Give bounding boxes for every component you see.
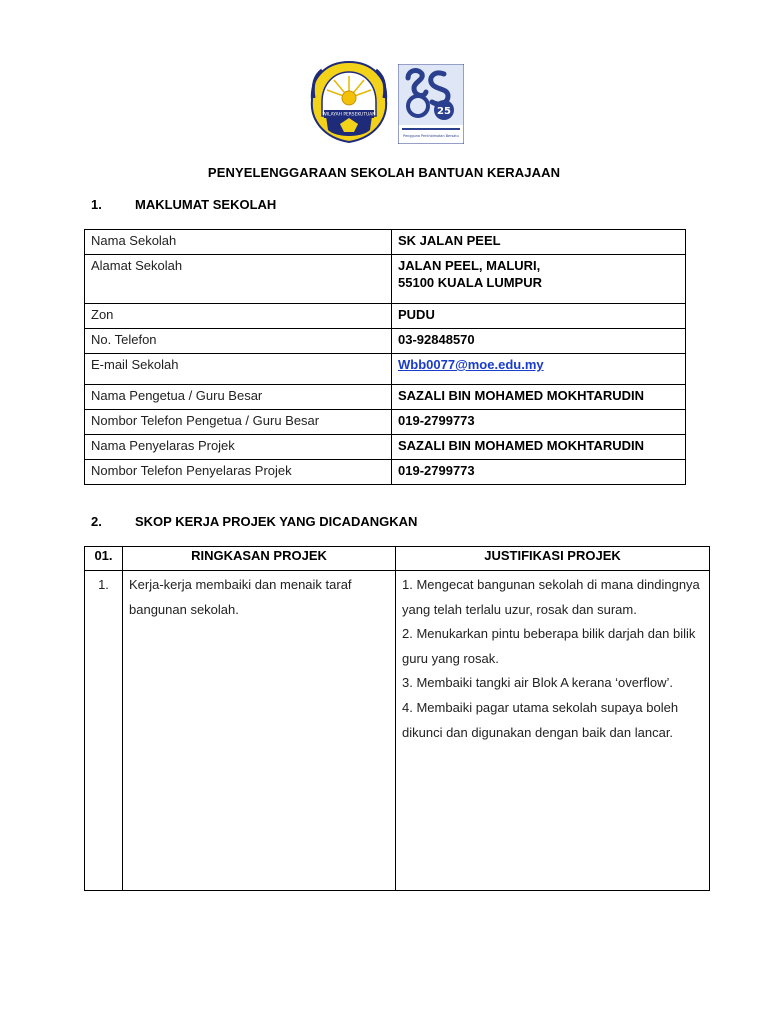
section2-number: 2. [91, 514, 102, 529]
row-value [392, 354, 686, 385]
project-scope-table [84, 546, 710, 891]
project-summary: Kerja-kerja membaiki dan menaik taraf bangunan sekolah. [123, 571, 396, 891]
column-header-number: 01. [85, 547, 123, 571]
row-value: SK JALAN PEEL [392, 230, 686, 255]
row-label: Alamat Sekolah [85, 255, 392, 304]
address-line-1: JALAN PEEL, MALURI, [398, 258, 541, 273]
ppks-25-logo [398, 64, 464, 144]
section1-title: MAKLUMAT SEKOLAH [135, 197, 277, 212]
justification-item: 3. Membaiki tangki air Blok A kerana ‘overflow’. [402, 675, 673, 691]
row-label: Zon [85, 304, 392, 329]
row-label: Nama Sekolah [85, 230, 392, 255]
table-row [85, 385, 686, 410]
table-row [85, 329, 686, 354]
row-label: No. Telefon [85, 329, 392, 354]
table-row [85, 460, 686, 485]
kpm-crest-logo [304, 58, 394, 144]
row-label: Nombor Telefon Pengetua / Guru Besar [85, 410, 392, 435]
ppks-25-number: 25 [437, 106, 451, 117]
address-line-2: 55100 KUALA LUMPUR [398, 275, 542, 290]
school-info-table [84, 229, 686, 485]
school-email-link[interactable]: Wbb0077@moe.edu.my [398, 357, 544, 372]
table-row [85, 571, 710, 891]
table-row [85, 230, 686, 255]
table-row [85, 410, 686, 435]
row-value: 019-2799773 [392, 460, 686, 485]
row-label: Nama Penyelaras Projek [85, 435, 392, 460]
row-value: 019-2799773 [392, 410, 686, 435]
justification-item: 2. Menukarkan pintu beberapa bilik darjah dan bilik guru yang rosak. [402, 626, 696, 666]
section2-heading [91, 514, 417, 529]
table-row [85, 255, 686, 304]
row-label: Nama Pengetua / Guru Besar [85, 385, 392, 410]
row-label: Nombor Telefon Penyelaras Projek [85, 460, 392, 485]
table-header-row [85, 547, 710, 571]
table-row [85, 354, 686, 385]
kpm-crest-text: WILAYAH PERSEKUTUAN [322, 112, 376, 118]
row-value: PUDU [392, 304, 686, 329]
row-number: 1. [85, 571, 123, 891]
table-row [85, 304, 686, 329]
justification-item: 1. Mengecat bangunan sekolah di mana dindingnya yang telah terlalu uzur, rosak dan suram. [402, 577, 700, 617]
document-title: PENYELENGGARAAN SEKOLAH BANTUAN KERAJAAN [207, 165, 561, 180]
column-header-summary: RINGKASAN PROJEK [123, 547, 396, 571]
header-logos [0, 58, 768, 148]
row-value: 03-92848570 [392, 329, 686, 354]
project-justification [396, 571, 710, 891]
column-header-justification: JUSTIFIKASI PROJEK [396, 547, 710, 571]
row-value [392, 255, 686, 304]
section2-title: SKOP KERJA PROJEK YANG DICADANGKAN [135, 514, 418, 529]
row-value: SAZALI BIN MOHAMED MOKHTARUDIN [392, 385, 686, 410]
table-row [85, 435, 686, 460]
row-label: E-mail Sekolah [85, 354, 392, 385]
section1-heading [91, 197, 276, 212]
justification-item: 4. Membaiki pagar utama sekolah supaya boleh dikunci dan digunakan dengan baik dan lancar. [402, 699, 679, 740]
row-value: SAZALI BIN MOHAMED MOKHTARUDIN [392, 435, 686, 460]
ppks-caption: Pengguna Perkhidmatan Bersatu [403, 134, 459, 138]
section1-number: 1. [91, 197, 102, 212]
